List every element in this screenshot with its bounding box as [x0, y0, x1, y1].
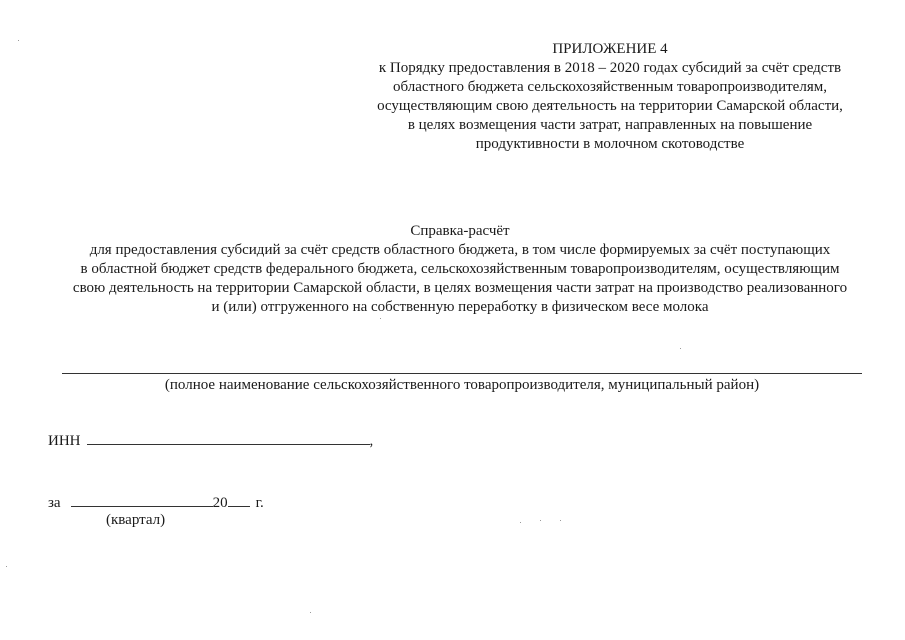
scan-speck [310, 612, 311, 613]
appendix-line: областного бюджета сельскохозяйственным товаропроизводителям, [393, 79, 827, 95]
scan-speck [540, 520, 541, 521]
inn-row [48, 430, 373, 450]
appendix-line: осуществляющим свою деятельность на территории Самарской области, [377, 98, 843, 114]
heading-line: свою деятельность на территории Самарской области, в целях возмещения части затрат на производство реализованного [72, 280, 848, 296]
heading-line: и (или) отгруженного на собственную переработку в физическом весе молока [211, 299, 709, 315]
heading-line: для предоставления субсидий за счёт средств областного бюджета, в том числе формируемых за счёт поступающих [89, 242, 831, 258]
producer-name-caption: (полное наименование сельскохозяйственного товаропроизводителя, муниципальный район) [164, 377, 760, 393]
appendix-title: ПРИЛОЖЕНИЕ 4 [552, 41, 668, 57]
scan-speck [380, 318, 381, 319]
period-prefix: за [48, 495, 61, 511]
appendix-line: в целях возмещения части затрат, направленных на повышение [407, 117, 813, 133]
year-blank [228, 492, 250, 507]
quarter-blank [71, 492, 213, 507]
quarter-caption: (квартал) [106, 512, 166, 528]
scan-speck [560, 520, 561, 521]
year-suffix: г. [255, 495, 264, 511]
period-row [48, 492, 264, 512]
appendix-header [330, 40, 890, 154]
document-heading [30, 222, 890, 317]
scan-speck [680, 348, 681, 349]
scan-speck [18, 40, 19, 41]
scan-speck [520, 522, 521, 523]
heading-line: в областной бюджет средств федерального бюджета, сельскохозяйственным товаропроизводителям, осуществляющим [80, 261, 840, 277]
document-title: Справка-расчёт [410, 223, 510, 239]
year-prefix: 20 [212, 495, 228, 511]
inn-suffix: , [369, 433, 374, 449]
inn-label: ИНН [48, 433, 81, 449]
scan-speck [6, 566, 7, 567]
appendix-line: продуктивности в молочном скотоводстве [475, 136, 745, 152]
producer-name-blank [62, 373, 862, 374]
inn-blank [87, 430, 370, 445]
appendix-line: к Порядку предоставления в 2018 – 2020 годах субсидий за счёт средств [378, 60, 842, 76]
